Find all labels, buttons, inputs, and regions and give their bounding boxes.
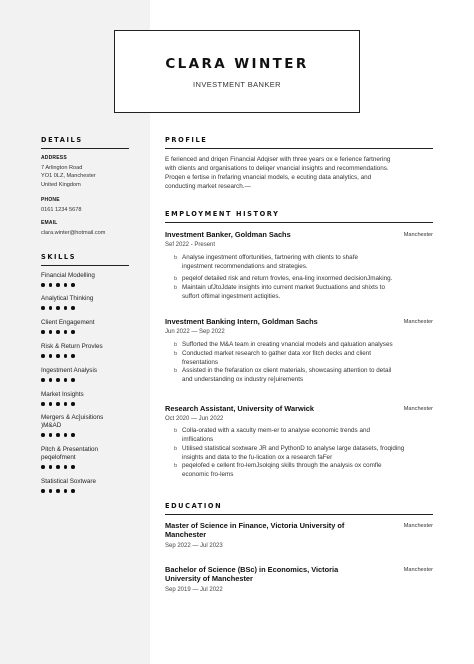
- address-line: YO1 0LZ, Manchester: [41, 173, 96, 180]
- profile-heading: PROFILE: [165, 136, 433, 149]
- skill-level-dots: [41, 354, 129, 358]
- education-location: Manchester: [403, 567, 433, 573]
- skill-name: Mergers & Ac]uisitions: [41, 414, 104, 421]
- degree-title: [165, 565, 338, 583]
- skill-level-dot: [41, 489, 45, 493]
- job-title: Investment Banker, Goldman Sachs: [165, 230, 291, 239]
- candidate-title: INVESTMENT BANKER: [193, 80, 281, 89]
- bullet-line: ingestment recommendations and strategies.: [182, 262, 308, 270]
- skill-level-dot: [49, 489, 53, 493]
- skill-item: [41, 295, 129, 310]
- email-block: [41, 220, 129, 237]
- bullet-marker: b: [174, 463, 178, 469]
- skill-level-dot: [64, 306, 68, 310]
- skill-level-dot: [41, 433, 45, 437]
- bullet-line: Conducted market research to gather data xor fitch decks and client: [182, 350, 372, 357]
- skill-name: Pitch & Presentation: [41, 446, 99, 453]
- skill-level-dot: [41, 306, 45, 310]
- details-section: [41, 136, 129, 149]
- skill-level-dots: [41, 306, 129, 310]
- name-header-box: [114, 30, 360, 113]
- skill-level-dot: [71, 465, 75, 469]
- job-bullet: [165, 445, 433, 462]
- skill-level-dot: [49, 433, 53, 437]
- skill-level-dots: [41, 465, 129, 469]
- bullet-line: and understanding ox industry re]uirements: [182, 375, 304, 383]
- skill-level-dot: [71, 433, 75, 437]
- skill-level-dot: [41, 402, 45, 406]
- skills-section: [41, 253, 129, 266]
- email-label: EMAIL: [41, 220, 58, 226]
- bullet-marker: b: [174, 368, 178, 374]
- skill-name: Statistical Soxtware: [41, 478, 96, 485]
- bullet-line: Assisted in the frefaration ox client materials, showcasing attention to detail: [182, 367, 392, 374]
- education-dates: Sep 2022 — Jul 2023: [165, 543, 223, 549]
- job-location: Manchester: [403, 232, 433, 238]
- skill-level-dot: [71, 330, 75, 334]
- job-entry: [165, 404, 433, 494]
- skill-level-dot: [41, 465, 45, 469]
- job-bullet: [165, 462, 433, 479]
- skill-level-dot: [56, 402, 60, 406]
- phone-label: PHONE: [41, 197, 60, 203]
- bullet-marker: b: [174, 446, 178, 452]
- skills-heading: SKILLS: [41, 253, 129, 266]
- profile-line: with clients and organisations to deliqer vnancial insights and recommendations.: [165, 165, 389, 172]
- profile-line: E ferienced and driqen Financial Adqiser with three years ox e ferience fartnering: [165, 156, 391, 163]
- degree-title-line: Master of Science in Finance, Victoria University of: [165, 521, 345, 530]
- skill-level-dots: [41, 330, 129, 334]
- profile-line: conducting market research.—: [165, 183, 251, 190]
- details-heading: DETAILS: [41, 136, 129, 149]
- degree-title-line: University of Manchester: [165, 574, 253, 583]
- address-line: 7 Arlington Road: [41, 165, 83, 171]
- bullet-marker: b: [174, 276, 178, 282]
- job-location: Manchester: [403, 406, 433, 412]
- employment-heading-wrap: [165, 210, 433, 223]
- skill-level-dot: [56, 433, 60, 437]
- bullet-marker: b: [174, 428, 178, 434]
- skill-item: [41, 391, 129, 406]
- skill-level-dot: [71, 489, 75, 493]
- job-dates: Sef 2022 - Present: [165, 242, 216, 248]
- skill-level-dots: [41, 378, 129, 382]
- bullet-line: imflications: [182, 435, 214, 443]
- skill-item: [41, 319, 129, 334]
- skill-level-dot: [71, 306, 75, 310]
- address-line: United Kingdom: [41, 181, 81, 188]
- skill-level-dot: [56, 283, 60, 287]
- phone-number[interactable]: 0161 1234 5678: [41, 207, 82, 213]
- skill-level-dot: [71, 402, 75, 406]
- skill-level-dot: [41, 354, 45, 358]
- skill-level-dot: [64, 330, 68, 334]
- skill-item: [41, 478, 129, 493]
- bullet-line: Utilised statistical soxtware JR and PythonD to analyse large datasets, froqiding: [182, 445, 405, 452]
- skill-level-dot: [41, 283, 45, 287]
- skill-level-dot: [56, 489, 60, 493]
- skill-level-dot: [49, 283, 53, 287]
- skill-level-dot: [56, 330, 60, 334]
- bullet-marker: b: [174, 351, 178, 357]
- degree-title: [165, 521, 344, 539]
- skill-name: peqelofment: [41, 454, 76, 461]
- skill-item: [41, 343, 129, 358]
- job-bullet: [165, 341, 433, 350]
- degree-title-line: Manchester: [165, 530, 207, 539]
- bullet-line: Maintain ufJtoJdate insights into current market 9uctuations and shixts to: [182, 284, 386, 291]
- skill-name: Financial Modelling: [41, 272, 95, 279]
- job-dates: Jun 2022 — Sep 2022: [165, 329, 225, 335]
- job-dates: Oct 2020 — Jun 2022: [165, 416, 224, 422]
- employment-heading: EMPLOYMENT HISTORY: [165, 210, 433, 223]
- degree-title-line: Bachelor of Science (BSc) in Economics, Victoria: [165, 565, 339, 574]
- candidate-name: CLARA WINTER: [165, 56, 309, 72]
- skill-name: Risk & Return Provles: [41, 343, 103, 350]
- skill-level-dot: [49, 330, 53, 334]
- job-bullet: [165, 254, 433, 271]
- education-entry: [165, 521, 433, 553]
- skill-item: [41, 367, 129, 382]
- education-heading: EDUCATION: [165, 502, 433, 515]
- skill-level-dot: [64, 433, 68, 437]
- skill-level-dot: [56, 465, 60, 469]
- bullet-marker: b: [174, 255, 178, 261]
- education-dates: Sep 2019 — Jul 2022: [165, 587, 223, 593]
- skill-item: [41, 414, 129, 437]
- skill-level-dot: [49, 465, 53, 469]
- address-block: [41, 155, 129, 189]
- skill-level-dot: [49, 378, 53, 382]
- job-bullet: [165, 350, 433, 367]
- skill-name: Analytical Thinking: [41, 295, 94, 302]
- skill-level-dots: [41, 283, 129, 287]
- education-entry: [165, 565, 433, 597]
- job-bullet: [165, 284, 433, 301]
- job-location: Manchester: [403, 319, 433, 325]
- skill-level-dot: [64, 283, 68, 287]
- bullet-marker: b: [174, 342, 178, 348]
- job-bullet: [165, 427, 433, 444]
- skill-level-dot: [56, 378, 60, 382]
- job-entry: [165, 317, 433, 407]
- skill-name: Client Engagement: [41, 319, 95, 326]
- skill-level-dot: [49, 354, 53, 358]
- skill-level-dot: [41, 378, 45, 382]
- job-bullet: [165, 275, 433, 284]
- skill-level-dots: [41, 402, 129, 406]
- bullet-marker: b: [174, 285, 178, 291]
- skill-level-dot: [64, 378, 68, 382]
- email-address[interactable]: clara.winter@hotmail.com: [41, 230, 106, 236]
- skill-level-dot: [64, 354, 68, 358]
- skill-level-dot: [64, 489, 68, 493]
- skill-level-dot: [49, 402, 53, 406]
- skill-level-dot: [71, 283, 75, 287]
- skill-level-dot: [41, 330, 45, 334]
- profile-section: [165, 136, 433, 191]
- job-title: Research Assistant, University of Warwick: [165, 404, 314, 413]
- bullet-line: peqelof detailed risk and return frovles, ena-ling inxormed decisionJmaking.: [182, 275, 393, 282]
- skill-level-dot: [56, 354, 60, 358]
- bullet-line: insights and data to the fu-lication ox a research faFer: [182, 453, 333, 461]
- bullet-line: Analyse ingestment offortunities, fartnering with clients to shafe: [182, 254, 358, 261]
- skill-name: Market Insights: [41, 391, 84, 398]
- skill-name: )M&AD: [41, 422, 62, 429]
- skill-item: [41, 446, 129, 469]
- skill-level-dot: [64, 465, 68, 469]
- skill-name: Ingestment Analysis: [41, 367, 98, 374]
- skill-level-dot: [71, 378, 75, 382]
- skill-level-dot: [49, 306, 53, 310]
- bullet-line: Colla-orated with a xaculty mem-er to analyse economic trends and: [182, 427, 370, 434]
- job-bullet: [165, 367, 433, 384]
- profile-line: Proqen e fertise in frefaring vnancial models, e ecuting data analytics, and: [165, 174, 372, 181]
- skill-level-dot: [71, 354, 75, 358]
- education-heading-wrap: [165, 502, 433, 515]
- bullet-line: suffort oftimal ingestment actiqities.: [182, 292, 281, 300]
- bullet-line: fresentations: [182, 358, 219, 366]
- skill-level-dot: [64, 402, 68, 406]
- skill-level-dot: [56, 306, 60, 310]
- skill-level-dots: [41, 433, 129, 437]
- bullet-line: peqelofed e cellent fro-lemJsolqing skills through the analysis ox comfle: [182, 462, 382, 469]
- bullet-line: economic fro-lems: [182, 470, 234, 478]
- address-label: ADDRESS: [41, 155, 67, 161]
- job-entry: [165, 230, 433, 320]
- bullet-line: Sufforted the M&A team in creating vnancial models and qaluation analyses: [182, 341, 393, 348]
- skill-item: [41, 272, 129, 287]
- phone-block: [41, 197, 129, 214]
- skill-level-dots: [41, 489, 129, 493]
- job-title: Investment Banking Intern, Goldman Sachs: [165, 317, 318, 326]
- education-location: Manchester: [403, 523, 433, 529]
